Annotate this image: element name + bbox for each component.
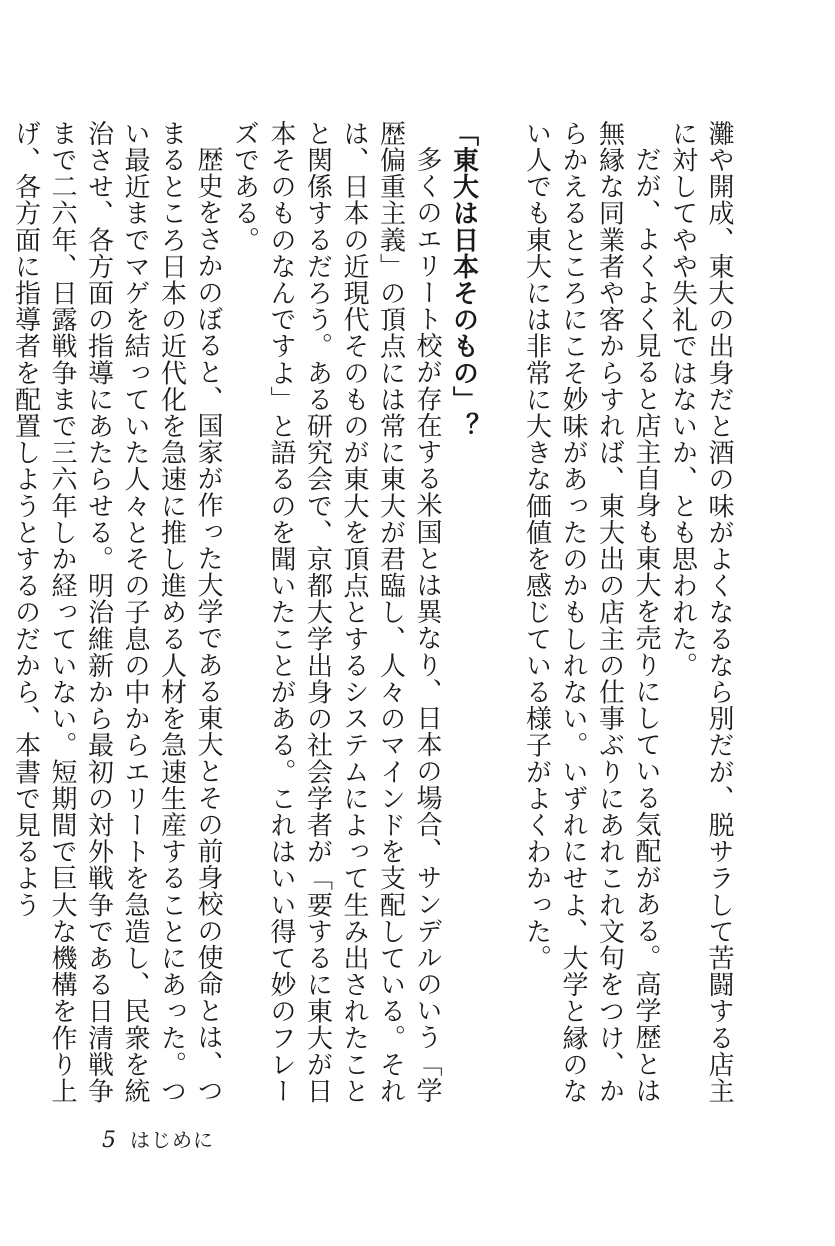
paragraph: 歴史をさかのぼると、国家が作った大学である東大とその前身校の使命とは、つまるところ日本の近代化を急速に推し進める人材を急速生産することにあった。つい最近までマゲを結っていた人々とその子息の中からエリートを急造し、民衆を統治させ、各方面の指導にあたらせる。明治維新から最初の対外戦争である日清戦争まで二六年、日露戦争まで三六年しか経っていない。短期間で巨大な機構を作り上げ、各方面に指導者を配置しようとするのだから、本書で見るよう bbox=[10, 120, 223, 1105]
vertical-text-body bbox=[10, 120, 737, 1110]
section-heading: 「東大は日本そのもの」？ bbox=[448, 120, 479, 440]
section-spacer bbox=[482, 120, 519, 1110]
paragraph: 多くのエリート校が存在する米国とは異なり、日本の場合、サンデルのいう「学歴偏重主義」の頂点には常に東大が君臨し、人々のマインドを支配している。それは、日本の近現代そのものが東大を頂点とするシステムによって生み出されたことと関係するだろう。ある研究会で、京都大学出身の社会学者が「要するに東大が日本そのものなんですよ」と語るのを聞いたことがある。これはいい得て妙のフレーズである。 bbox=[229, 120, 442, 1105]
page-number: 5 bbox=[102, 1128, 116, 1153]
paragraph: だが、よくよく見ると店主自身も東大を売りにしている気配がある。高学歴とは無縁な同業者や客からすれば、東大出の店主の仕事ぶりにあれこれ文句をつけ、からかえるところにこそ妙味があったのかもしれない。いずれにせよ、大学と縁のない人でも東大には非常に大きな価値を感じている様子がよくわかった。 bbox=[521, 120, 661, 1105]
paragraph-continued: 灘や開成、東大の出身だと酒の味がよくなるなら別だが、脱サラして苦闘する店主に対してやや失礼ではないか、とも思われた。 bbox=[667, 120, 734, 1105]
running-head: はじめに bbox=[130, 1128, 214, 1152]
page-footer bbox=[102, 1124, 214, 1153]
